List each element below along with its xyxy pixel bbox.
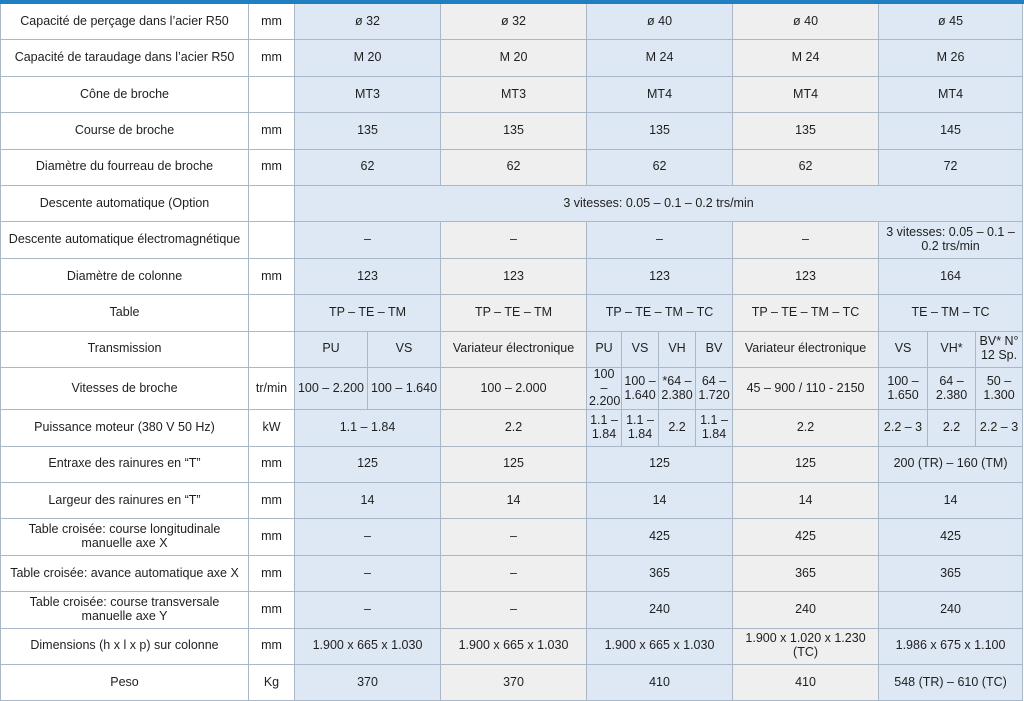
row-table xyxy=(1,295,1023,331)
row-vitesses xyxy=(1,367,1023,409)
value-cell: 62 xyxy=(587,149,733,185)
value-cell: 2.2 – 3 xyxy=(976,410,1023,446)
value-cell: 410 xyxy=(733,664,879,700)
row-entraxe xyxy=(1,446,1023,482)
value-cell: BV* N° 12 Sp. xyxy=(976,331,1023,367)
value-cell: VH xyxy=(659,331,696,367)
value-cell: 62 xyxy=(295,149,441,185)
row-unit: mm xyxy=(249,149,295,185)
value-cell: 425 xyxy=(733,519,879,555)
value-cell: *64 – 2.380 xyxy=(659,367,696,409)
value-cell: M 24 xyxy=(587,40,733,76)
value-cell: 14 xyxy=(733,482,879,518)
value-cell: Variateur électronique xyxy=(441,331,587,367)
row-capacite-taraudage xyxy=(1,40,1023,76)
row-label: Largeur des rainures en “T” xyxy=(1,482,249,518)
row-label: Dimensions (h x l x p) sur colonne xyxy=(1,628,249,664)
value-cell: VS xyxy=(622,331,659,367)
value-cell: M 20 xyxy=(441,40,587,76)
value-cell: M 20 xyxy=(295,40,441,76)
value-cell: 1.900 x 1.020 x 1.230 (TC) xyxy=(733,628,879,664)
value-cell: ø 32 xyxy=(441,4,587,40)
value-cell: 125 xyxy=(295,446,441,482)
value-cell: 14 xyxy=(587,482,733,518)
row-largeur xyxy=(1,482,1023,518)
value-cell: 45 – 900 / 110 - 2150 xyxy=(733,367,879,409)
value-cell: 1.986 x 675 x 1.100 xyxy=(879,628,1023,664)
value-cell: TP – TE – TM – TC xyxy=(587,295,733,331)
value-cell: 200 (TR) – 160 (TM) xyxy=(879,446,1023,482)
value-cell: 125 xyxy=(587,446,733,482)
row-unit: tr/min xyxy=(249,367,295,409)
value-cell: 240 xyxy=(879,592,1023,628)
row-unit xyxy=(249,76,295,112)
value-cell: 62 xyxy=(733,149,879,185)
value-cell: – xyxy=(441,519,587,555)
row-unit: mm xyxy=(249,555,295,591)
value-cell: MT4 xyxy=(587,76,733,112)
value-cell: 410 xyxy=(587,664,733,700)
row-dimensions xyxy=(1,628,1023,664)
value-cell: ø 32 xyxy=(295,4,441,40)
value-cell: 164 xyxy=(879,258,1023,294)
value-cell: ø 45 xyxy=(879,4,1023,40)
value-cell: – xyxy=(441,592,587,628)
value-cell: 100 – 1.650 xyxy=(879,367,928,409)
row-label: Table croisée: course transversale manuelle axe Y xyxy=(1,592,249,628)
row-label: Descente automatique (Option xyxy=(1,185,249,221)
value-cell: M 26 xyxy=(879,40,1023,76)
value-cell: 125 xyxy=(441,446,587,482)
value-cell: 425 xyxy=(879,519,1023,555)
row-unit xyxy=(249,185,295,221)
row-label: Entraxe des rainures en “T” xyxy=(1,446,249,482)
row-unit xyxy=(249,295,295,331)
value-cell: 240 xyxy=(733,592,879,628)
row-unit: mm xyxy=(249,40,295,76)
value-cell: TP – TE – TM xyxy=(295,295,441,331)
row-unit: mm xyxy=(249,113,295,149)
row-label: Transmission xyxy=(1,331,249,367)
row-diametre-colonne xyxy=(1,258,1023,294)
value-cell: ø 40 xyxy=(733,4,879,40)
row-cone-broche xyxy=(1,76,1023,112)
value-cell: 1.1 – 1.84 xyxy=(696,410,733,446)
value-cell: 72 xyxy=(879,149,1023,185)
value-cell: 123 xyxy=(733,258,879,294)
row-capacite-percage xyxy=(1,4,1023,40)
row-label: Diamètre du fourreau de broche xyxy=(1,149,249,185)
row-label: Table croisée: course longitudinale manuelle axe X xyxy=(1,519,249,555)
row-unit: mm xyxy=(249,446,295,482)
value-cell: 1.900 x 665 x 1.030 xyxy=(295,628,441,664)
value-cell: – xyxy=(295,592,441,628)
row-course-broche xyxy=(1,113,1023,149)
value-cell: 62 xyxy=(441,149,587,185)
row-unit: kW xyxy=(249,410,295,446)
value-cell: 365 xyxy=(733,555,879,591)
value-cell: 1.900 x 665 x 1.030 xyxy=(587,628,733,664)
spec-table xyxy=(0,4,1023,701)
value-cell-merged: 3 vitesses: 0.05 – 0.1 – 0.2 trs/min xyxy=(295,185,1023,221)
value-cell: 135 xyxy=(441,113,587,149)
value-cell: 2.2 xyxy=(928,410,976,446)
row-descente-auto xyxy=(1,185,1023,221)
row-unit: Kg xyxy=(249,664,295,700)
value-cell: – xyxy=(587,222,733,258)
row-unit xyxy=(249,222,295,258)
row-unit: mm xyxy=(249,592,295,628)
value-cell: 1.1 – 1.84 xyxy=(295,410,441,446)
value-cell: 145 xyxy=(879,113,1023,149)
value-cell: 240 xyxy=(587,592,733,628)
row-transmission xyxy=(1,331,1023,367)
value-cell: TP – TE – TM – TC xyxy=(733,295,879,331)
value-cell: 50 – 1.300 xyxy=(976,367,1023,409)
value-cell: 365 xyxy=(879,555,1023,591)
value-cell: ø 40 xyxy=(587,4,733,40)
value-cell: VS xyxy=(879,331,928,367)
row-label: Table croisée: avance automatique axe X xyxy=(1,555,249,591)
row-label: Cône de broche xyxy=(1,76,249,112)
value-cell: 2.2 xyxy=(659,410,696,446)
value-cell: PU xyxy=(587,331,622,367)
value-cell: 365 xyxy=(587,555,733,591)
row-label: Table xyxy=(1,295,249,331)
value-cell: 135 xyxy=(587,113,733,149)
value-cell: MT4 xyxy=(879,76,1023,112)
value-cell: – xyxy=(441,555,587,591)
value-cell: 123 xyxy=(587,258,733,294)
value-cell: 1.900 x 665 x 1.030 xyxy=(441,628,587,664)
value-cell: – xyxy=(295,555,441,591)
value-cell: 14 xyxy=(441,482,587,518)
value-cell: 2.2 xyxy=(733,410,879,446)
row-poids xyxy=(1,664,1023,700)
row-unit: mm xyxy=(249,519,295,555)
value-cell: 123 xyxy=(295,258,441,294)
value-cell: 2.2 xyxy=(441,410,587,446)
row-label: Vitesses de broche xyxy=(1,367,249,409)
value-cell: PU xyxy=(295,331,368,367)
value-cell: 135 xyxy=(295,113,441,149)
row-label: Capacité de perçage dans l’acier R50 xyxy=(1,4,249,40)
value-cell: 548 (TR) – 610 (TC) xyxy=(879,664,1023,700)
value-cell: 100 – 1.640 xyxy=(368,367,441,409)
value-cell: 2.2 – 3 xyxy=(879,410,928,446)
value-cell: Variateur électronique xyxy=(733,331,879,367)
value-cell: 14 xyxy=(295,482,441,518)
value-cell: 1.1 – 1.84 xyxy=(587,410,622,446)
value-cell: 370 xyxy=(441,664,587,700)
row-label: Peso xyxy=(1,664,249,700)
row-unit: mm xyxy=(249,482,295,518)
value-cell: BV xyxy=(696,331,733,367)
value-cell: 100 – 2.000 xyxy=(441,367,587,409)
value-cell: – xyxy=(295,519,441,555)
row-tc-avance xyxy=(1,555,1023,591)
row-tc-longitudinale xyxy=(1,519,1023,555)
row-unit: mm xyxy=(249,258,295,294)
value-cell: MT3 xyxy=(295,76,441,112)
row-diametre-fourreau xyxy=(1,149,1023,185)
value-cell: MT4 xyxy=(733,76,879,112)
value-cell: TP – TE – TM xyxy=(441,295,587,331)
row-unit: mm xyxy=(249,4,295,40)
value-cell: 64 – 2.380 xyxy=(928,367,976,409)
row-label: Course de broche xyxy=(1,113,249,149)
row-label: Capacité de taraudage dans l’acier R50 xyxy=(1,40,249,76)
value-cell: 100 – 2.200 xyxy=(295,367,368,409)
value-cell: TE – TM – TC xyxy=(879,295,1023,331)
value-cell: 123 xyxy=(441,258,587,294)
row-puissance xyxy=(1,410,1023,446)
value-cell: MT3 xyxy=(441,76,587,112)
value-cell: – xyxy=(733,222,879,258)
value-cell: – xyxy=(295,222,441,258)
row-label: Puissance moteur (380 V 50 Hz) xyxy=(1,410,249,446)
value-cell: – xyxy=(441,222,587,258)
row-label: Diamètre de colonne xyxy=(1,258,249,294)
value-cell: 125 xyxy=(733,446,879,482)
value-cell: 425 xyxy=(587,519,733,555)
value-cell: 100 – 1.640 xyxy=(622,367,659,409)
value-cell: 3 vitesses: 0.05 – 0.1 – 0.2 trs/min xyxy=(879,222,1023,258)
row-tc-transversale xyxy=(1,592,1023,628)
value-cell: 370 xyxy=(295,664,441,700)
value-cell: 64 – 1.720 xyxy=(696,367,733,409)
value-cell: VS xyxy=(368,331,441,367)
value-cell: M 24 xyxy=(733,40,879,76)
row-descente-electro xyxy=(1,222,1023,258)
value-cell: 135 xyxy=(733,113,879,149)
value-cell: 14 xyxy=(879,482,1023,518)
value-cell: 100 – 2.200 xyxy=(587,367,622,409)
value-cell: VH* xyxy=(928,331,976,367)
row-unit xyxy=(249,331,295,367)
value-cell: 1.1 – 1.84 xyxy=(622,410,659,446)
row-label: Descente automatique électromagnétique xyxy=(1,222,249,258)
row-unit: mm xyxy=(249,628,295,664)
